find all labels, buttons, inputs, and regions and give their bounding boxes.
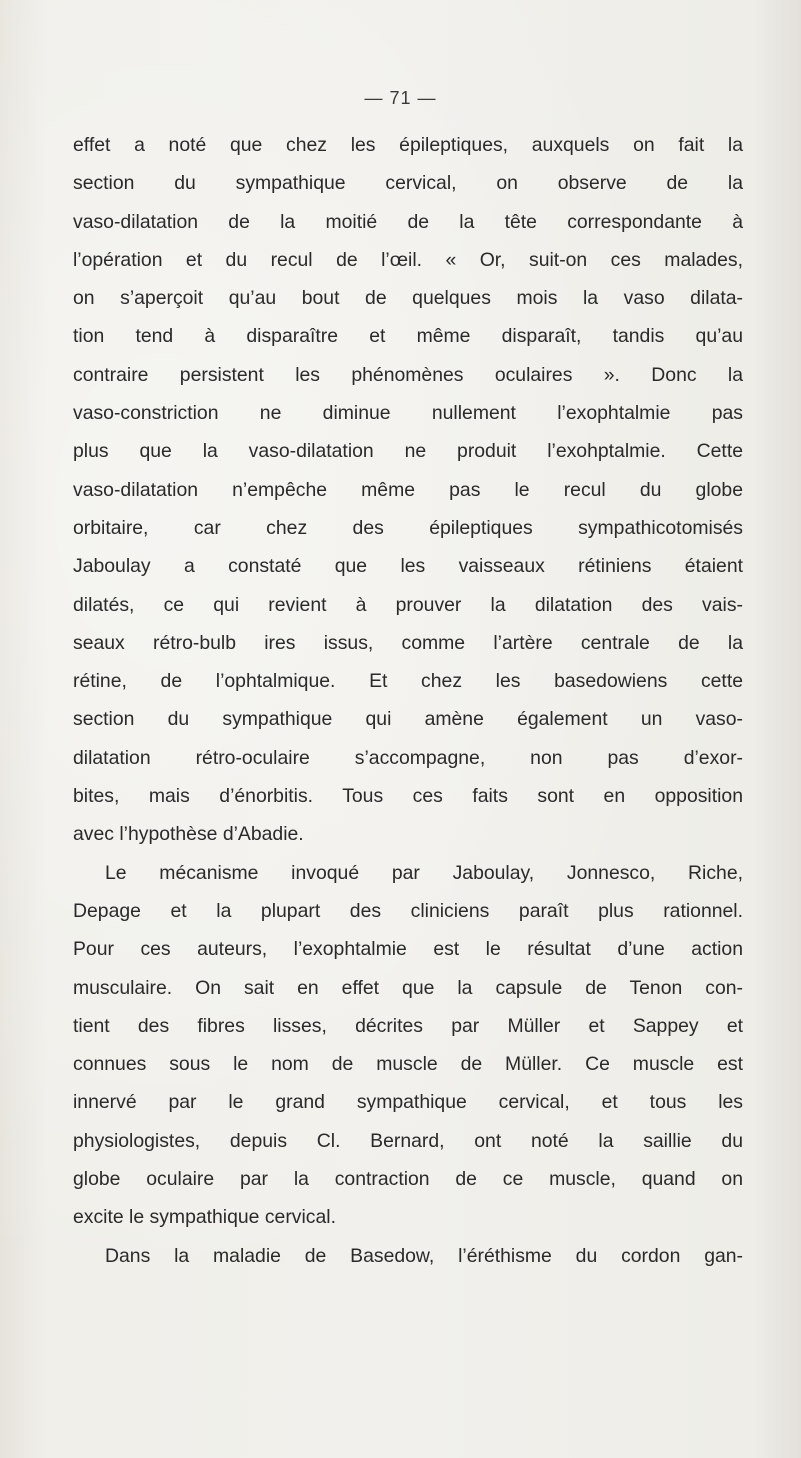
text-line: Depage et la plupart des cliniciens paraît plus rationnel. bbox=[73, 899, 743, 922]
text-line: effet a noté que chez les épileptiques, auxquels on fait la bbox=[73, 134, 743, 156]
text-line: Dans la maladie de Basedow, l’éréthisme du cordon gan- bbox=[105, 1244, 743, 1267]
text-line: bites, mais d’énorbitis. Tous ces faits sont en opposition bbox=[73, 785, 743, 808]
text-line: Pour ces auteurs, l’exophtalmie est le résultat d’une action bbox=[73, 938, 743, 961]
text-line: tient des fibres lisses, décrites par Müller et Sappey et bbox=[73, 1014, 743, 1037]
text-line: musculaire. On sait en effet que la capsule de Tenon con- bbox=[73, 976, 743, 999]
text-line: dilatés, ce qui revient à prouver la dilatation des vais- bbox=[73, 593, 743, 616]
text-line: dilatation rétro-oculaire s’accompagne, non pas d’exor- bbox=[73, 746, 743, 769]
text-line: contraire persistent les phénomènes oculaires ». Donc la bbox=[73, 363, 743, 386]
text-line: vaso-dilatation n’empêche même pas le recul du globe bbox=[73, 478, 743, 501]
text-line: avec l’hypothèse d’Abadie. bbox=[73, 823, 304, 846]
text-line: vaso-constriction ne diminue nullement l’exophtalmie pas bbox=[73, 402, 743, 425]
text-line: physiologistes, depuis Cl. Bernard, ont noté la saillie du bbox=[73, 1129, 743, 1152]
page-number: — 71 — bbox=[364, 88, 437, 108]
text-line: tion tend à disparaître et même disparaît, tandis qu’au bbox=[73, 325, 743, 348]
text-line: section du sympathique qui amène également un vaso- bbox=[73, 708, 743, 731]
text-line: plus que la vaso-dilatation ne produit l’exohptalmie. Cette bbox=[73, 440, 743, 463]
text-line: connues sous le nom de muscle de Müller. Ce muscle est bbox=[73, 1053, 743, 1076]
text-line: globe oculaire par la contraction de ce muscle, quand on bbox=[73, 1168, 743, 1191]
text-line: Le mécanisme invoqué par Jaboulay, Jonnesco, Riche, bbox=[105, 861, 743, 884]
text-line: on s’aperçoit qu’au bout de quelques mois la vaso dilata- bbox=[73, 287, 743, 310]
body-text bbox=[73, 126, 743, 1275]
text-line: rétine, de l’ophtalmique. Et chez les basedowiens cette bbox=[73, 670, 743, 693]
text-line: seaux rétro-bulb ires issus, comme l’artère centrale de la bbox=[73, 631, 743, 654]
text-line: excite le sympathique cervical. bbox=[73, 1206, 336, 1229]
text-line: l’opération et du recul de l’œil. « Or, suit-on ces malades, bbox=[73, 248, 743, 271]
text-line: vaso-dilatation de la moitié de la tête correspondante à bbox=[73, 210, 743, 233]
text-line: orbitaire, car chez des épileptiques sympathicotomisés bbox=[73, 516, 743, 539]
text-line: innervé par le grand sympathique cervical, et tous les bbox=[73, 1091, 743, 1114]
text-line: Jaboulay a constaté que les vaisseaux rétiniens étaient bbox=[73, 555, 743, 578]
text-line: section du sympathique cervical, on observe de la bbox=[73, 172, 743, 195]
